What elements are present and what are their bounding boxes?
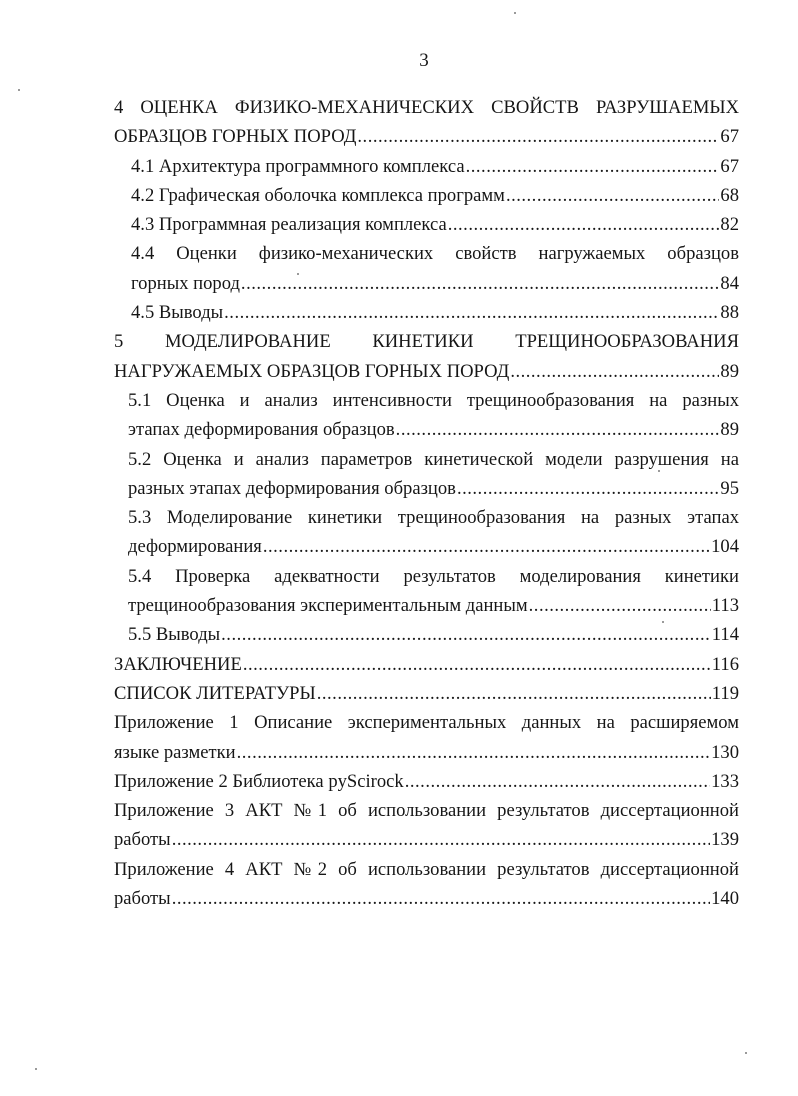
toc-entry-title: трещинообразования экспериментальным данным xyxy=(128,595,528,617)
dot-leader xyxy=(221,620,711,649)
toc-entry-title: СПИСОК ЛИТЕРАТУРЫ xyxy=(114,682,316,704)
toc-entry-title: этапах деформирования образцов xyxy=(128,419,395,441)
toc-page-number: 140 xyxy=(711,888,739,910)
toc-entry[interactable] xyxy=(114,210,739,239)
toc-entry-title: ЗАКЛЮЧЕНИЕ xyxy=(114,653,242,675)
toc-entry-last-line xyxy=(114,210,739,239)
toc-entry-title-line: Приложение 3 АКТ №1 об использовании результатов диссертационной xyxy=(114,800,739,822)
toc-entry-title: 5.5 Выводы xyxy=(128,624,221,646)
toc-entry-title: Приложение 2 Библиотека pyScirock xyxy=(114,770,404,792)
toc-entry-title: 4.3 Программная реализация комплекса xyxy=(131,214,447,236)
toc-entry[interactable] xyxy=(114,445,739,504)
toc-page-number: 88 xyxy=(720,302,739,324)
dot-leader xyxy=(243,650,711,679)
toc-entry-last-line xyxy=(114,415,739,444)
dot-leader xyxy=(405,767,710,796)
toc-entry[interactable] xyxy=(114,503,739,562)
toc-entry-title-line: Приложение 1 Описание экспериментальных данных на расширяемом xyxy=(114,712,739,734)
toc-entry-title: горных пород xyxy=(131,272,240,294)
dot-leader xyxy=(263,532,710,561)
toc-entry-title-line: 5.4 Проверка адекватности результатов моделирования кинетики xyxy=(128,565,739,587)
toc-page-number: 130 xyxy=(711,741,739,763)
dot-leader xyxy=(224,298,719,327)
toc-entry-last-line xyxy=(114,825,739,854)
scan-speck xyxy=(297,273,299,275)
toc-entry-title: деформирования xyxy=(128,536,262,558)
toc-entry-last-line xyxy=(114,269,739,298)
toc-entry[interactable] xyxy=(114,239,739,298)
toc-entry-last-line xyxy=(114,122,739,151)
toc-page-number: 104 xyxy=(711,536,739,558)
toc-entry-title: языке разметки xyxy=(114,741,236,763)
toc-entry-title: разных этапах деформирования образцов xyxy=(128,477,456,499)
dot-leader xyxy=(448,210,720,239)
toc-entry-last-line xyxy=(114,679,739,708)
toc-page-number: 67 xyxy=(720,155,739,177)
table-of-contents xyxy=(114,93,739,913)
toc-page-number: 84 xyxy=(720,272,739,294)
scan-speck xyxy=(745,1052,747,1054)
toc-entry-title-line: 4.4 Оценки физико-механических свойств нагружаемых образцов xyxy=(131,243,739,265)
toc-entry-last-line xyxy=(114,884,739,913)
toc-entry-last-line xyxy=(114,738,739,767)
dot-leader xyxy=(172,884,710,913)
toc-entry-title-line: 5 МОДЕЛИРОВАНИЕ КИНЕТИКИ ТРЕЩИНООБРАЗОВАНИЯ xyxy=(114,331,739,353)
toc-entry[interactable] xyxy=(114,386,739,445)
toc-entry[interactable] xyxy=(114,298,739,327)
toc-entry[interactable] xyxy=(114,679,739,708)
dot-leader xyxy=(241,269,719,298)
toc-page-number: 119 xyxy=(711,682,739,704)
dot-leader xyxy=(510,357,719,386)
page-number: 3 xyxy=(419,50,429,71)
toc-entry[interactable] xyxy=(114,796,739,855)
toc-page-number: 82 xyxy=(720,214,739,236)
scan-speck xyxy=(514,12,516,14)
toc-page-number: 95 xyxy=(720,477,739,499)
toc-page-number: 114 xyxy=(711,624,739,646)
toc-entry[interactable] xyxy=(114,562,739,621)
toc-entry-title: НАГРУЖАЕМЫХ ОБРАЗЦОВ ГОРНЫХ ПОРОД xyxy=(114,360,510,382)
toc-entry-title: 4.5 Выводы xyxy=(131,302,224,324)
toc-page-number: 67 xyxy=(720,126,739,148)
toc-entry-last-line xyxy=(114,591,739,620)
dot-leader xyxy=(317,679,711,708)
toc-entry-title: работы xyxy=(114,829,171,851)
toc-entry-title-line: 5.2 Оценка и анализ параметров кинетической модели разрушения на xyxy=(128,448,739,470)
toc-page-number: 89 xyxy=(720,360,739,382)
dot-leader xyxy=(457,474,719,503)
toc-entry-title-line: 5.3 Моделирование кинетики трещинообразования на разных этапах xyxy=(128,507,739,529)
toc-entry[interactable] xyxy=(114,327,739,386)
toc-entry-last-line xyxy=(114,298,739,327)
dot-leader xyxy=(357,122,719,151)
dot-leader xyxy=(172,825,710,854)
dot-leader xyxy=(396,415,720,444)
toc-entry-title-line: 5.1 Оценка и анализ интенсивности трещинообразования на разных xyxy=(128,389,739,411)
toc-entry-last-line xyxy=(114,650,739,679)
toc-entry-title-line: Приложение 4 АКТ №2 об использовании результатов диссертационной xyxy=(114,858,739,880)
toc-entry-last-line xyxy=(114,357,739,386)
scan-speck xyxy=(658,470,660,472)
toc-entry-title: 4.1 Архитектура программного комплекса xyxy=(131,155,465,177)
toc-page-number: 89 xyxy=(720,419,739,441)
toc-entry[interactable] xyxy=(114,181,739,210)
toc-page-number: 113 xyxy=(711,595,739,617)
toc-page-number: 139 xyxy=(711,829,739,851)
dot-leader xyxy=(529,591,711,620)
scan-speck xyxy=(18,89,20,91)
toc-entry-title: ОБРАЗЦОВ ГОРНЫХ ПОРОД xyxy=(114,126,357,148)
toc-entry-last-line xyxy=(114,620,739,649)
dot-leader xyxy=(506,181,719,210)
toc-entry[interactable] xyxy=(114,855,739,914)
toc-entry[interactable] xyxy=(114,152,739,181)
toc-entry[interactable] xyxy=(114,767,739,796)
toc-entry-last-line xyxy=(114,767,739,796)
toc-entry[interactable] xyxy=(114,93,739,152)
toc-page-number: 133 xyxy=(711,770,739,792)
toc-entry-last-line xyxy=(114,474,739,503)
toc-entry[interactable] xyxy=(114,620,739,649)
toc-entry-last-line xyxy=(114,181,739,210)
toc-entry-title: работы xyxy=(114,888,171,910)
toc-entry[interactable] xyxy=(114,650,739,679)
dot-leader xyxy=(237,738,710,767)
toc-entry-last-line xyxy=(114,532,739,561)
scan-speck xyxy=(35,1068,37,1070)
toc-page-number: 68 xyxy=(720,184,739,206)
scan-speck xyxy=(662,621,664,623)
dot-leader xyxy=(466,152,720,181)
toc-entry[interactable] xyxy=(114,708,739,767)
toc-entry-last-line xyxy=(114,152,739,181)
toc-entry-title-line: 4 ОЦЕНКА ФИЗИКО-МЕХАНИЧЕСКИХ СВОЙСТВ РАЗРУШАЕМЫХ xyxy=(114,97,739,118)
toc-entry-title: 4.2 Графическая оболочка комплекса программ xyxy=(131,184,505,206)
toc-page-number: 116 xyxy=(711,653,739,675)
